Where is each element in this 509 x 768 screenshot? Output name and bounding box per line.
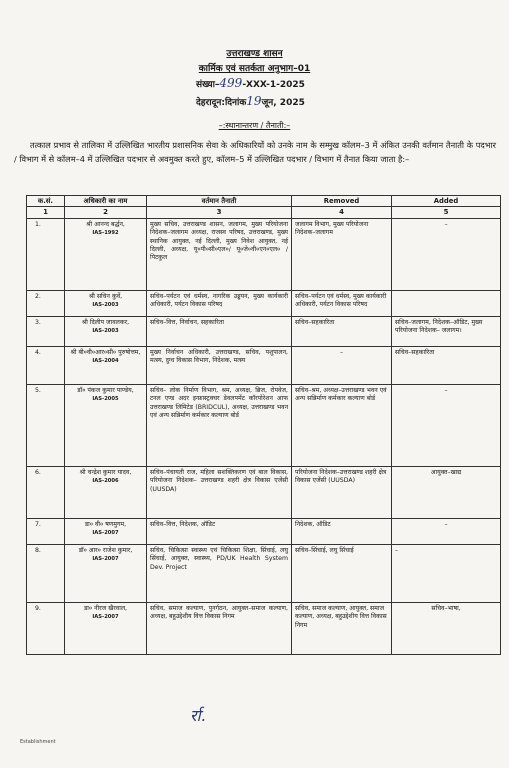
added-posting: सचिव–भाषा, xyxy=(392,602,501,654)
officer-name-cell xyxy=(65,218,147,290)
officer-name-cell xyxy=(65,602,147,654)
removed-posting: सचिव–श्रम, अध्यक्ष–उत्तराखण्ड भवन एवं अन्य सन्निर्माण कर्मकार कल्याण बोर्ड xyxy=(292,384,392,466)
officer-name: डॉ० आर० राजेश कुमार, xyxy=(78,546,133,554)
current-posting: सचिव–वित्त, निदेशक, ऑडिट xyxy=(147,518,292,544)
table-row xyxy=(27,466,501,518)
order-date-suffix: जून, 2025 xyxy=(261,98,305,108)
current-posting: सचिव, चिकित्सा स्वास्थ्य एवं चिकित्सा शिक्षा, सिंचाई, लघु सिंचाई, आयुक्त, स्वास्थ्य, PD/UK Health System Dev. Project xyxy=(147,544,292,602)
current-posting: मुख्य निर्वाचन अधिकारी, उत्तराखण्ड, सचिव, पशुपालन, मत्स्य, दुग्ध विकास विभाग, निदेशक, मत्स्य xyxy=(147,346,292,384)
row-sno: 8. xyxy=(27,544,65,602)
table-row xyxy=(27,316,501,346)
officer-name-cell xyxy=(65,384,147,466)
row-sno: 9. xyxy=(27,602,65,654)
col-number: 5 xyxy=(392,207,501,218)
govt-heading: उत्तराखण्ड शासन xyxy=(226,49,283,59)
removed-posting: सचिव–पर्यटन एवं धर्मस्व, मुख्य कार्यकारी अधिकारी, पर्यटन विकास परिषद xyxy=(292,290,392,316)
officer-batch: IAS-2006 xyxy=(92,478,119,485)
order-date xyxy=(196,94,305,108)
table-row xyxy=(27,544,501,602)
officer-name: डा० नीरज खैरवाल, xyxy=(83,604,128,612)
col-header-added: Added xyxy=(392,196,501,207)
signature-mark: र्रा. xyxy=(190,706,206,725)
removed-posting: जलागम विभाग, मुख्य परियोजना निदेशक–जलागम xyxy=(292,218,392,290)
row-sno: 3. xyxy=(27,316,65,346)
current-posting: सचिव, समाज कल्याण, पुनर्गठन, आयुक्त–समाज कल्याण, अध्यक्ष, बहुउद्देशीय वित्त विकास निगम xyxy=(147,602,292,654)
officer-name-cell xyxy=(65,346,147,384)
officer-name-cell xyxy=(65,544,147,602)
added-posting: – xyxy=(392,218,501,290)
officer-batch: IAS-2003 xyxy=(92,302,119,309)
intro-paragraph: तत्काल प्रभाव से तालिका में उल्लिखित भारतीय प्रशासनिक सेवा के अधिकारियों को उनके नाम के सम्मुख कॉलम–3 में अंकित उनकी वर्तमान तैनाती के पदभार / विभाग में से कॉलम–4 में उल्लिखित पदभार से अवमुक्त करते हुए, कॉलम–5 में उल्लिखित पदभार / विभाग में तैनात किया जाता है:– xyxy=(14,140,496,164)
order-number xyxy=(196,76,305,90)
officer-name-cell xyxy=(65,290,147,316)
officer-name: श्री बी०वी०आर०सी० पुरुषोत्तम, xyxy=(70,348,141,356)
table-row xyxy=(27,346,501,384)
officer-name-cell xyxy=(65,466,147,518)
row-sno: 1. xyxy=(27,218,65,290)
table-row xyxy=(27,602,501,654)
officer-name: श्री दिलीप जावलकर, xyxy=(81,318,130,326)
added-posting: – xyxy=(392,518,501,544)
row-sno: 6. xyxy=(27,466,65,518)
added-posting xyxy=(392,290,501,316)
current-posting: सचिव–वित्त, निर्वाचन, सहकारिता xyxy=(147,316,292,346)
col-number: 3 xyxy=(147,207,292,218)
col-header-removed: Removed xyxy=(292,196,392,207)
removed-posting: निदेशक, ऑडिट xyxy=(292,518,392,544)
col-header-sno: क.सं. xyxy=(27,196,65,207)
added-posting: – xyxy=(392,544,501,602)
column-number-row xyxy=(27,207,501,218)
current-posting: सचिव–पर्यटन एवं धर्मस्व, नागरिक उड्डयन, मुख्य कार्यकारी अधिकारी, पर्यटन विकास परिषद xyxy=(147,290,292,316)
removed-posting: – xyxy=(292,346,392,384)
current-posting: सचिव– लोक निर्माण विभाग, श्रम, अध्यक्ष, ब्रिज, रोपवेज, टनल एण्ड अदर इन्फ्रास्ट्रक्चर डेवलपमेंट कॉरपोरेशन आफ उत्तराखण्ड लिमिटेड (BRIDCUL), अध्यक्ष, उत्तराखण्ड भवन एवं अन्य सन्निर्माण कर्मकार कल्याण बोर्ड xyxy=(147,384,292,466)
col-number: 4 xyxy=(292,207,392,218)
order-number-prefix: संख्या– xyxy=(196,80,220,90)
officer-batch: IAS-2005 xyxy=(92,396,119,403)
col-number: 1 xyxy=(27,207,65,218)
table-row xyxy=(27,384,501,466)
order-date-prefix: देहरादून:दिनांक xyxy=(196,98,247,108)
table-header-row xyxy=(27,196,501,207)
officer-batch: IAS-2003 xyxy=(92,328,119,335)
officer-batch: IAS-2007 xyxy=(92,614,119,621)
order-number-handwritten: 499 xyxy=(219,76,243,90)
row-sno: 5. xyxy=(27,384,65,466)
order-number-suffix: -XXX-1-2025 xyxy=(242,80,305,90)
row-sno: 2. xyxy=(27,290,65,316)
transfer-table xyxy=(26,195,501,655)
added-posting: सचिव–सहकारिता xyxy=(392,346,501,384)
officer-batch: IAS-2004 xyxy=(92,358,119,365)
officer-name: श्री सचिन कुर्वे, xyxy=(88,292,123,300)
col-number: 2 xyxy=(65,207,147,218)
removed-posting: सचिव, समाज कल्याण, आयुक्त, समाज कल्याण, अध्यक्ष, बहुउद्देशीय वित्त विकास निगम xyxy=(292,602,392,654)
table-row xyxy=(27,518,501,544)
officer-batch: IAS-2007 xyxy=(92,530,119,537)
officer-name: डॉ० पंकज कुमार पाण्डेय, xyxy=(77,386,134,394)
section-heading: कार्मिक एवं सतर्कता अनुभाग–01 xyxy=(198,64,311,74)
removed-posting: परियोजना निदेशक–उत्तराखण्ड शहरी क्षेत्र विकास एजेंसी (UUSDA) xyxy=(292,466,392,518)
added-posting: सचिव–जलागम, निदेशक–ऑडिट, मुख्य परियोजना निदेशक– जलागम। xyxy=(392,316,501,346)
officer-name: डा० वी० षणमुगम, xyxy=(84,520,127,528)
officer-batch: IAS-2007 xyxy=(92,556,119,563)
row-sno: 7. xyxy=(27,518,65,544)
subject-line: –:स्थानान्तरण / तैनाती:– xyxy=(218,121,291,130)
added-posting: आयुक्त–खाद्य xyxy=(392,466,501,518)
removed-posting: सचिव–सहकारिता xyxy=(292,316,392,346)
officer-name: श्री आनन्द बर्द्धन, xyxy=(86,220,125,228)
table-row xyxy=(27,218,501,290)
footer-note: Establishment xyxy=(20,739,56,745)
order-date-handwritten: 19 xyxy=(246,94,262,108)
table-body xyxy=(27,218,501,654)
col-header-current: वर्तमान तैनाती xyxy=(147,196,292,207)
added-posting: – xyxy=(392,384,501,466)
row-sno: 4. xyxy=(27,346,65,384)
officer-batch: IAS-1992 xyxy=(92,230,119,237)
removed-posting: सचिव–सिंचाई, लघु सिंचाई xyxy=(292,544,392,602)
current-posting: सचिव–पंचायती राज, महिला सशक्तिकरण एवं बाल विकास, परियोजना निदेशक– उत्तराखण्ड शहरी क्षेत्र विकास एजेंसी (UUSDA) xyxy=(147,466,292,518)
officer-name-cell xyxy=(65,316,147,346)
officer-name: श्री चन्द्रेश कुमार यादव, xyxy=(79,468,132,476)
col-header-name: अधिकारी का नाम xyxy=(65,196,147,207)
current-posting: मुख्य सचिव, उत्तराखण्ड शासन, जलागम, मुख्य परियोजना निदेशक–जलागम अध्यक्ष, राजस्व परिषद, उत्तराखण्ड, मुख्य स्थानिक आयुक्त, नई दिल्ली, मुख्य निवेश आयुक्त, नई दिल्ली, अध्यक्ष, यू०पी०सी०एल०/ यू०जे०वी०एन०एल० / पिटकुल xyxy=(147,218,292,290)
officer-name-cell xyxy=(65,518,147,544)
table-row xyxy=(27,290,501,316)
